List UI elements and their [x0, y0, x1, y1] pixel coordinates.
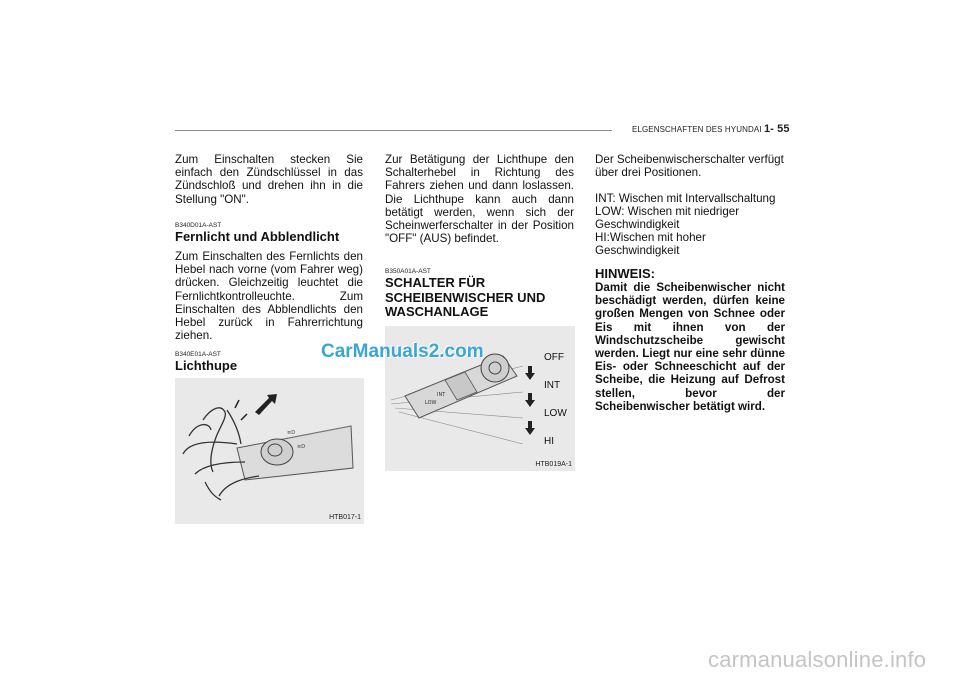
header-rule: [175, 130, 612, 131]
col2-text: Zur Betätigung der Lichthupe den Schalterhebel in Richtung des Fahrers ziehen und dann loslassen. Die Lichthupe kann auch dann betätigt werden, wenn sich der Scheinwerferschalter in der Position "OFF" (AUS) befindet.: [385, 153, 574, 246]
page-number: 1- 55: [763, 123, 790, 135]
sec2-code: B340E01A-AST: [175, 351, 221, 358]
header-section: ELGENSCHAFTEN DES HYUNDAI: [632, 125, 762, 134]
col3-intro: Der Scheibenwischerschalter verfügt über drei Positionen.: [595, 153, 784, 180]
lever-hand-illustration: [175, 378, 364, 524]
note-text: Damit die Scheibenwischer nicht beschädigt werden, dürfen keine großen Mengen von Schnee oder Eis mit ihnen von der Windschutzscheibe gewischt werden. Liegt nur eine sehr dünne Eis- oder Schneeschicht auf der Scheibe, die Heizung auf Defrost stellen, bevor der Scheibenwischer betätigt wird.: [595, 281, 785, 413]
position-int: INT: Wischen mit Intervallschaltung: [595, 192, 776, 205]
position-hi: HI:Wischen mit hoher Geschwindigkeit: [595, 231, 706, 258]
sec3-title: SCHALTER FÜR SCHEIBENWISCHER UND WASCHANLAGE: [385, 275, 546, 319]
pos-label-int: INT: [544, 380, 561, 391]
sec3-code: B350A01A-AST: [385, 268, 431, 275]
svg-text:INT: INT: [437, 392, 446, 398]
note-title: HINWEIS:: [595, 266, 655, 281]
headlight-flash-figure: [175, 378, 364, 524]
svg-text:≡D: ≡D: [297, 444, 306, 450]
figure-caption: HTB017-1: [329, 514, 361, 521]
sec1-code: B340D01A-AST: [175, 222, 222, 229]
sec1-title: Fernlicht und Abblendlicht: [175, 229, 340, 244]
col1-intro: Zum Einschalten stecken Sie einfach den Zündschlüssel in das Zündschloß und drehen ihn in die Stellung "ON".: [175, 153, 363, 206]
svg-text:LOW: LOW: [425, 400, 437, 406]
pos-label-hi: HI: [544, 436, 554, 447]
watermark-top: CarManuals2.com: [321, 341, 484, 362]
sec2-title: Lichthupe: [175, 358, 238, 373]
watermark-bottom: carmanualsonline.info: [708, 647, 927, 672]
position-low: LOW: Wischen mit niedriger Geschwindigkeit: [595, 205, 740, 232]
sec1-text: Zum Einschalten des Fernlichts den Hebel nach vorne (vom Fahrer weg) drücken. Gleichzeitig leuchtet die Fernlichtkontrolleuchte. Zum Einschalten des Abblendlichts den Hebel zurück in Fahrerrichtung ziehen.: [175, 250, 363, 343]
svg-text:≡D: ≡D: [287, 430, 296, 436]
figure-caption: HTB019A-1: [535, 461, 572, 468]
pos-label-off: OFF: [544, 352, 564, 363]
page-header: [632, 123, 790, 135]
pos-label-low: LOW: [544, 408, 567, 419]
